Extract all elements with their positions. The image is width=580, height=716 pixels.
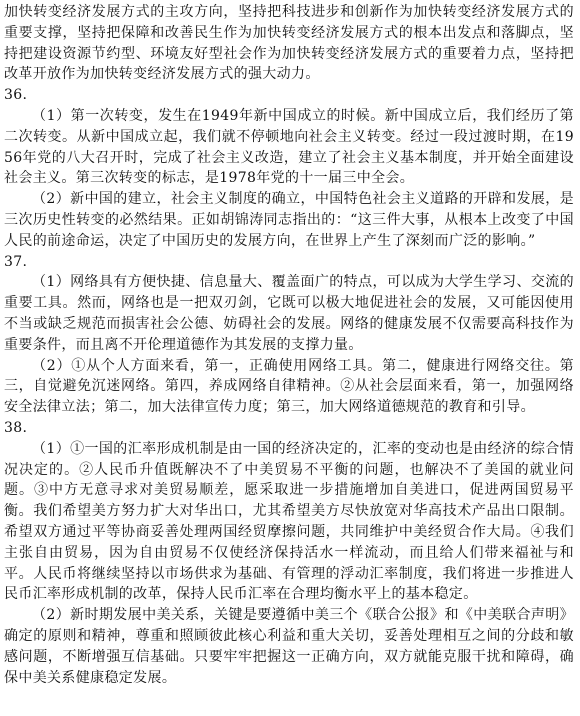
answer-38-part-1: （1）①一国的汇率形成机制是由一国的经济决定的，汇率的变动也是由经济的综合情况决定的。②人民币升值既解决不了中美贸易不平衡的问题，也解决不了美国的就业问题。③中方无意寻求对美贸易顺差，愿采取进一步措施增加自美进口，促进两国贸易平衡。我们希望美方努力扩大对华出口，尤其希望美方尽快放宽对华高技术产品出口限制。希望双方通过平等协商妥善处理两国经贸摩擦问题，共同维护中美经贸合作大局。④我们主张自由贸易，因为自由贸易不仅使经济保持活水一样流动，而且给人们带来福祉与和平。人民币将继续坚持以市场供求为基础、有管理的浮动汇率制度，我们将进一步推进人民币汇率形成机制的改革，保持人民币汇率在合理均衡水平上的基本稳定。 [4,440,574,603]
answer-37-part-2: （2）①从个人方面来看，第一，正确使用网络工具。第二，健康进行网络交往。第三，自觉避免沉迷网络。第四，养成网络自律精神。②从社会层面来看，第一，加强网络安全法律立法；第二，加大法律宣传力度；第三，加大网络道德规范的教育和引导。 [4,357,574,416]
answer-38-part-2: （2）新时期发展中美关系，关键是要遵循中美三个《联合公报》和《中美联合声明》确定的原则和精神，尊重和照顾彼此核心利益和重大关切，妥善处理相互之间的分歧和敏感问题，不断增强互信基础。只要牢牢把握这一正确方向，双方就能克服干扰和障碍，确保中美关系健康稳定发展。 [4,607,574,686]
question-number-36: 36. [4,87,28,104]
answer-36-part-2: （2）新中国的建立，社会主义制度的确立，中国特色社会主义道路的开辟和发展，是三次历史性转变的必然结果。正如胡锦涛同志指出的：“这三件大事，从根本上改变了中国人民的前途命运，决定了中国历史的发展方向，在世界上产生了深刻而广泛的影响。” [4,191,574,249]
document-page [4,2,574,688]
answer-35-continuation: 加快转变经济发展方式的主攻方向，坚持把科技进步和创新作为加快转变经济发展方式的重要支撑，坚持把保障和改善民生作为加快转变经济发展方式的根本出发点和落脚点，坚持把建设资源节约型、环境友好型社会作为加快转变经济发展方式的重要着力点，坚持把改革开放作为加快转变经济发展方式的强大动力。 [4,4,574,83]
answer-37-part-1: （1）网络具有方便快捷、信息量大、覆盖面广的特点，可以成为大学生学习、交流的重要工具。然而，网络也是一把双刃剑，它既可以极大地促进社会的发展，又可能因使用不当或缺乏规范而损害社会公德、妨碍社会的发展。网络的健康发展不仅需要高科技作为重要条件，而且离不开伦理道德作为其发展的支撑力量。 [4,274,574,353]
question-number-38: 38. [4,419,28,436]
question-number-37: 37. [4,253,28,270]
answer-36-part-1: （1）第一次转变，发生在1949年新中国成立的时候。新中国成立后，我们经历了第二次转变。从新中国成立起，我们就不停顿地向社会主义转变。经过一段过渡时期，在1956年党的八大召开时，完成了社会主义改造，建立了社会主义基本制度，并开始全面建设社会主义。第三次转变的标志，是1978年党的十一届三中全会。 [4,107,574,187]
